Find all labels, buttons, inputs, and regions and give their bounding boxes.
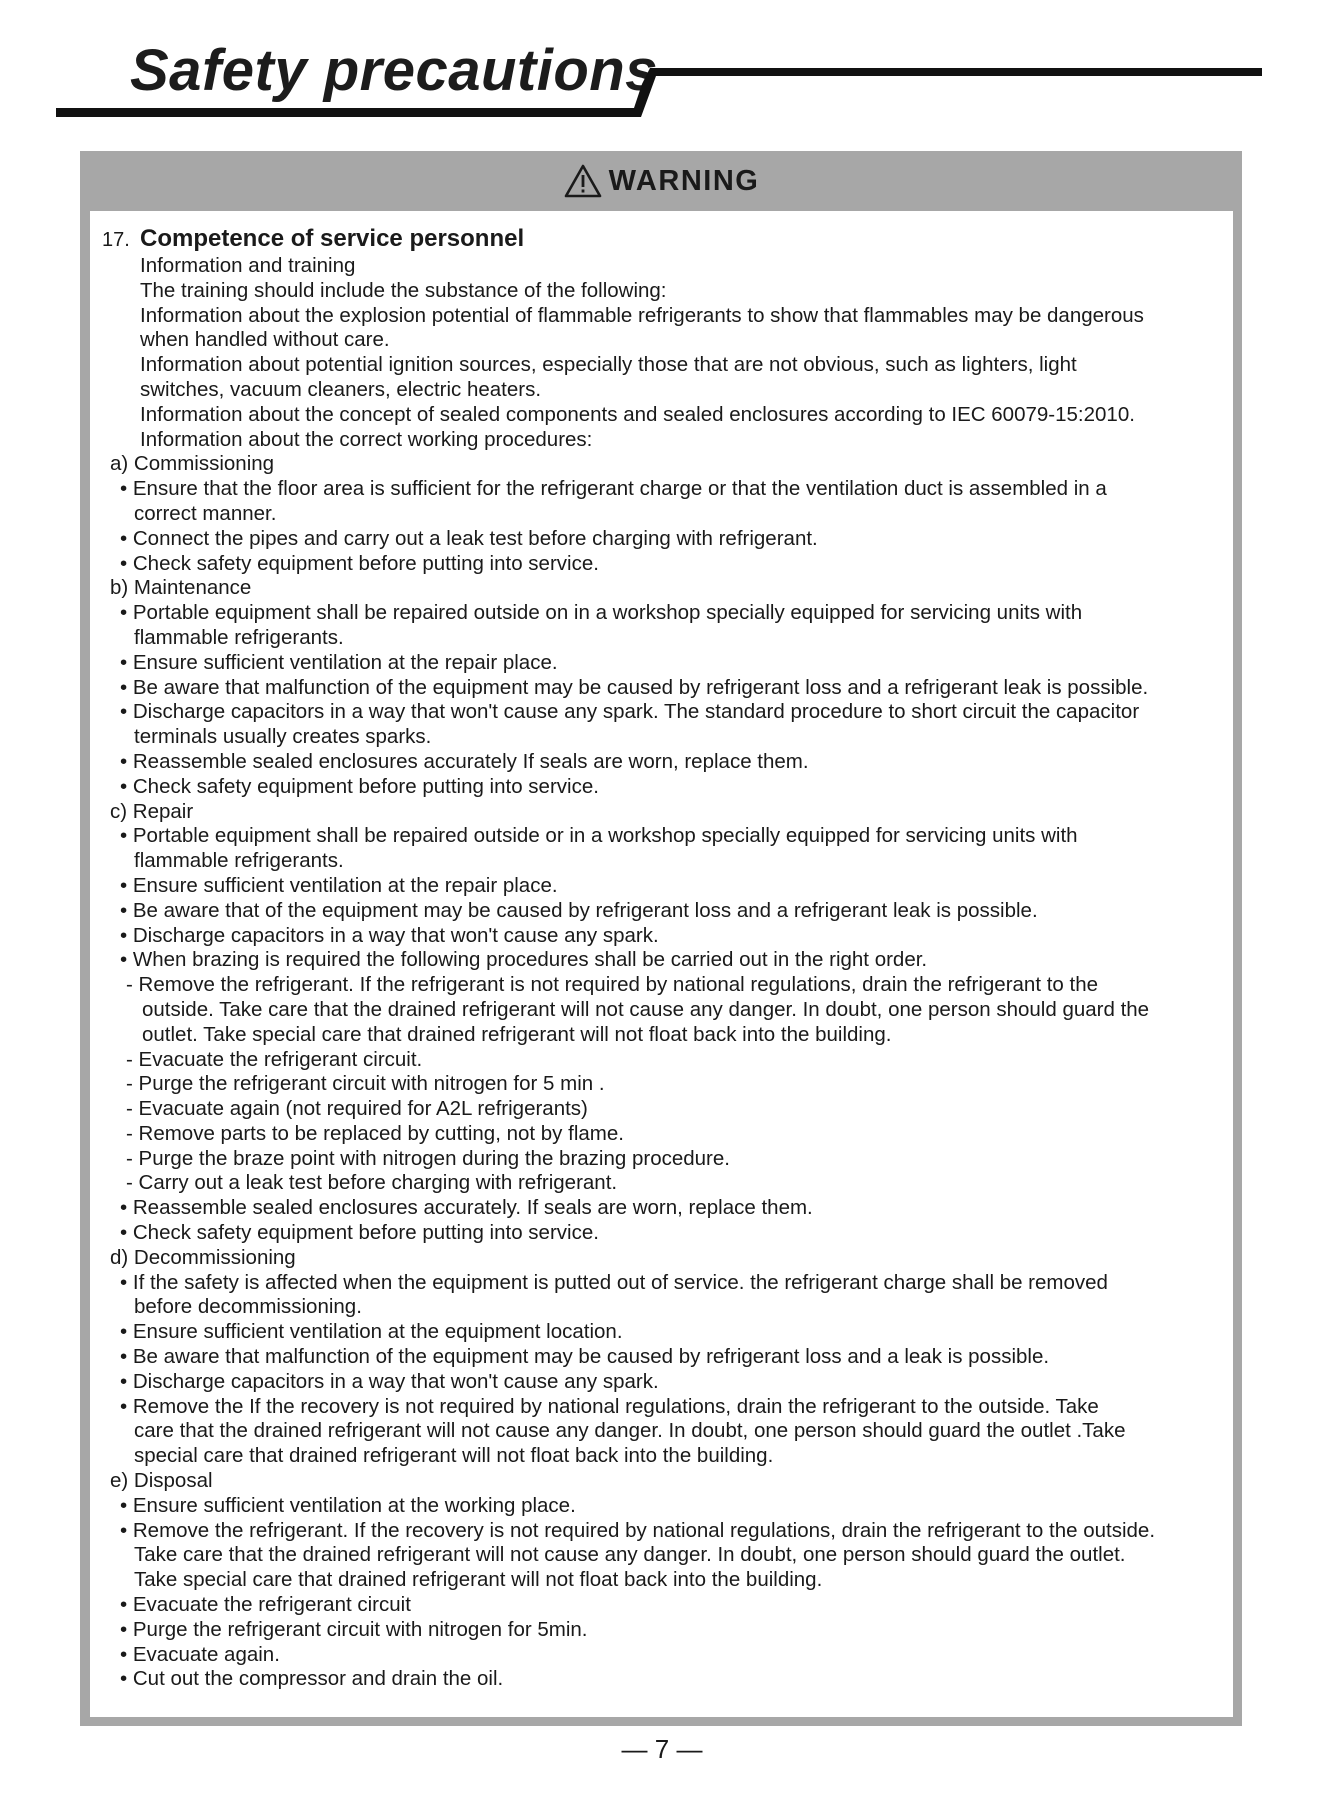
page-header	[0, 0, 1324, 130]
bullet-line: • Check safety equipment before putting into service.	[120, 1221, 599, 1245]
bullet-line: • Ensure sufficient ventilation at the repair place.	[120, 873, 558, 897]
bullet-continuation: terminals usually creates sparks.	[134, 725, 432, 749]
step-line: - Remove the refrigerant. If the refrigerant is not required by national regulations, drain the refrigerant to the	[126, 973, 1098, 997]
bullet-line: • Remove the refrigerant. If the recovery is not required by national regulations, drain the refrigerant to the outside.	[120, 1518, 1156, 1542]
intro-line: Information about the explosion potential of flammable refrigerants to show that flammables may be dangerous	[140, 303, 1144, 327]
bullet-line: • Ensure that the floor area is sufficient for the refrigerant charge or that the ventilation duct is assembled in a	[120, 477, 1107, 501]
warning-body	[90, 211, 1233, 1717]
warning-triangle-icon	[563, 163, 603, 199]
bullet-line: • Be aware that malfunction of the equipment may be caused by refrigerant loss and a refrigerant leak is possible.	[120, 675, 1149, 699]
page-title: Safety precautions	[130, 38, 658, 103]
bullet-continuation: flammable refrigerants.	[134, 625, 344, 649]
header-rule	[0, 0, 1324, 130]
intro-line: The training should include the substance of the following:	[140, 278, 667, 302]
bullet-line: • Reassemble sealed enclosures accurately If seals are worn, replace them.	[120, 749, 809, 773]
bullet-line: • Remove the If the recovery is not required by national regulations, drain the refrigerant to the outside. Take	[120, 1394, 1099, 1418]
bullet-continuation: care that the drained refrigerant will not cause any danger. In doubt, one person should guard the outlet .Take	[134, 1419, 1126, 1443]
step-line: - Remove parts to be replaced by cutting, not by flame.	[126, 1121, 624, 1145]
bullet-line: • Ensure sufficient ventilation at the repair place.	[120, 650, 558, 674]
intro-line: switches, vacuum cleaners, electric heaters.	[140, 377, 542, 401]
step-continuation: outlet. Take special care that drained refrigerant will not float back into the building.	[142, 1022, 892, 1046]
intro-line: Information about the correct working procedures:	[140, 427, 593, 451]
bullet-continuation: before decommissioning.	[134, 1295, 362, 1319]
intro-line: Information about potential ignition sources, especially those that are not obvious, such as lighters, light	[140, 353, 1077, 377]
step-line: - Purge the refrigerant circuit with nitrogen for 5 min .	[126, 1072, 605, 1096]
subsection-heading: e) Disposal	[110, 1469, 213, 1493]
step-line: - Evacuate again (not required for A2L refrigerants)	[126, 1097, 588, 1121]
bullet-line: • Evacuate the refrigerant circuit	[120, 1593, 411, 1617]
bullet-line: • Portable equipment shall be repaired outside or in a workshop specially equipped for servicing units with	[120, 824, 1078, 848]
bullet-continuation: Take special care that drained refrigerant will not float back into the building.	[134, 1568, 823, 1592]
bullet-line: • Purge the refrigerant circuit with nitrogen for 5min.	[120, 1617, 588, 1641]
bullet-continuation: correct manner.	[134, 501, 277, 525]
bullet-line: • Discharge capacitors in a way that won't cause any spark.	[120, 1369, 659, 1393]
section-heading	[102, 225, 1230, 254]
bullet-line: • Discharge capacitors in a way that won't cause any spark. The standard procedure to short circuit the capacitor	[120, 700, 1140, 724]
bullet-line: • Check safety equipment before putting into service.	[120, 551, 599, 575]
warning-box	[80, 151, 1242, 1726]
bullet-line: • Cut out the compressor and drain the oil.	[120, 1667, 504, 1691]
intro-line: Information about the concept of sealed components and sealed enclosures according to IEC 60079-15:2010.	[140, 402, 1135, 426]
bullet-continuation: special care that drained refrigerant will not float back into the building.	[134, 1444, 774, 1468]
subsection-heading: d) Decommissioning	[110, 1245, 296, 1269]
bullet-continuation: flammable refrigerants.	[134, 849, 344, 873]
subsection-heading: b) Maintenance	[110, 576, 252, 600]
page-number: — 7 —	[621, 1734, 703, 1764]
section-title: Competence of service personnel	[140, 225, 525, 252]
bullet-line: • When brazing is required the following procedures shall be carried out in the right order.	[120, 948, 928, 972]
bullet-line: • Be aware that malfunction of the equipment may be caused by refrigerant loss and a leak is possible.	[120, 1345, 1050, 1369]
bullet-line: • Ensure sufficient ventilation at the equipment location.	[120, 1320, 623, 1344]
bullet-line: • Ensure sufficient ventilation at the working place.	[120, 1493, 576, 1517]
section-number: 17.	[102, 229, 130, 251]
bullet-line: • Portable equipment shall be repaired outside on in a workshop specially equipped for servicing units with	[120, 601, 1083, 625]
warning-header	[80, 151, 1242, 211]
bullet-line: • Check safety equipment before putting into service.	[120, 774, 599, 798]
intro-line: Information and training	[140, 254, 356, 277]
subsection-heading: c) Repair	[110, 799, 194, 823]
bullet-line: • If the safety is affected when the equipment is putted out of service. the refrigerant charge shall be removed	[120, 1270, 1108, 1294]
bullet-line: • Connect the pipes and carry out a leak test before charging with refrigerant.	[120, 526, 818, 550]
subsection-heading: a) Commissioning	[110, 452, 275, 476]
step-line: - Purge the braze point with nitrogen during the brazing procedure.	[126, 1146, 730, 1170]
step-continuation: outside. Take care that the drained refrigerant will not cause any danger. In doubt, one person should guard the	[142, 997, 1150, 1021]
warning-title: WARNING	[608, 164, 760, 197]
bullet-line: • Discharge capacitors in a way that won't cause any spark.	[120, 923, 659, 947]
step-line: - Evacuate the refrigerant circuit.	[126, 1047, 423, 1071]
bullet-line: • Reassemble sealed enclosures accurately. If seals are worn, replace them.	[120, 1196, 813, 1220]
warning-content	[102, 225, 1230, 1692]
bullet-line: • Be aware that of the equipment may be caused by refrigerant loss and a refrigerant leak is possible.	[120, 898, 1038, 922]
intro-line: when handled without care.	[140, 328, 390, 352]
step-line: - Carry out a leak test before charging with refrigerant.	[126, 1171, 618, 1195]
bullet-continuation: Take care that the drained refrigerant will not cause any danger. In doubt, one person should guard the outlet.	[134, 1543, 1126, 1567]
bullet-line: • Evacuate again.	[120, 1642, 280, 1666]
